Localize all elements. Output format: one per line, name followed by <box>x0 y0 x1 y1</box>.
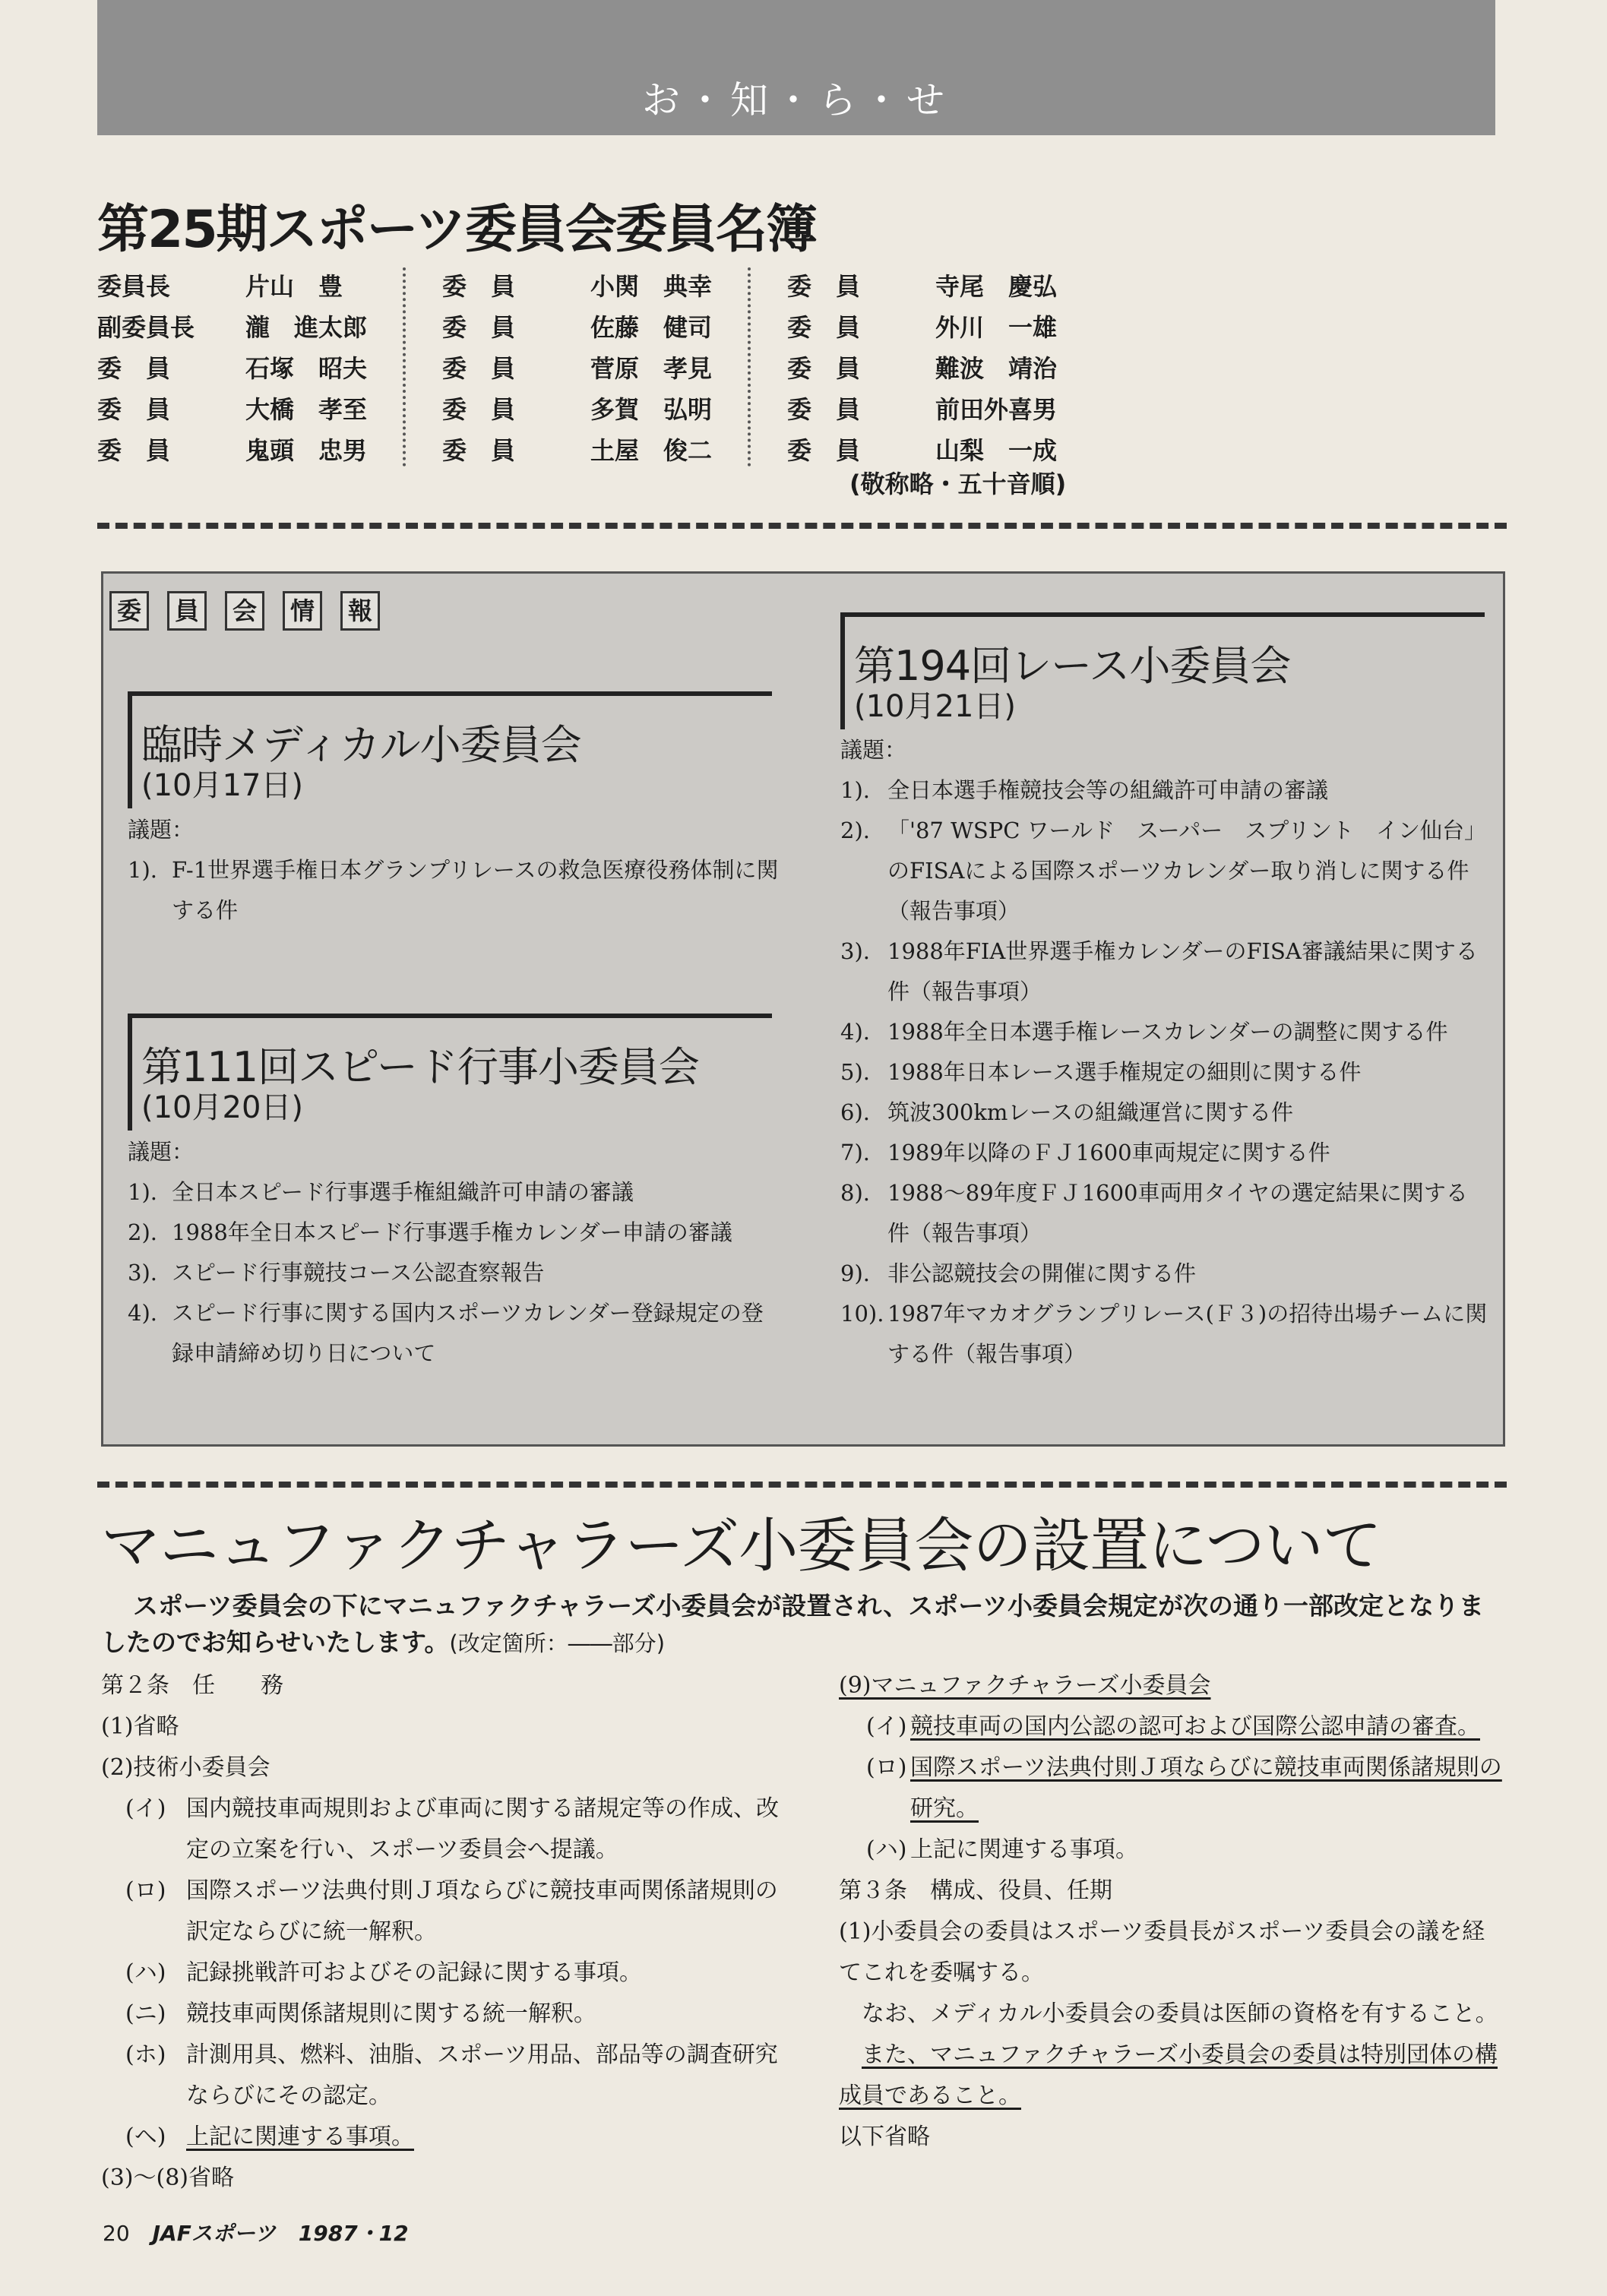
roster-name: 前田外喜男 <box>935 395 1058 424</box>
roster-name: 瀧 進太郎 <box>245 313 368 342</box>
speed-title: 第111回スピード行事小委員会 <box>141 1043 699 1091</box>
roster-name: 寺尾 慶弘 <box>935 272 1058 301</box>
agenda-item-text: 1988年日本レース選手権規定の細則に関する件 <box>887 1059 1362 1085</box>
clause-amended: また、マニュファクチャラーズ小委員会の委員は特別団体の構成員であること。 <box>839 2041 1498 2109</box>
sub-clause-marker: (ハ) <box>866 1836 907 1863</box>
info-label-char: 報 <box>340 591 380 631</box>
sub-clause-marker: (イ) <box>866 1713 907 1740</box>
agenda-item <box>840 1294 1488 1374</box>
medical-agenda <box>128 810 781 931</box>
column-divider <box>403 267 406 466</box>
info-label-char: 情 <box>283 591 322 631</box>
agenda-item-number: 6). <box>840 1099 870 1125</box>
agenda-item-number: 4). <box>128 1300 157 1326</box>
roster-column-1 <box>97 266 401 471</box>
agenda-item <box>128 1172 781 1213</box>
agenda-item-number: 2). <box>840 818 870 843</box>
agenda-item-number: 3). <box>840 938 870 964</box>
agenda-label: 議題： <box>128 1139 195 1165</box>
roster-name: 大橋 孝至 <box>245 395 368 424</box>
agenda-item <box>840 1254 1488 1294</box>
roster-row <box>787 348 1091 389</box>
roster-role: 委 員 <box>787 354 861 383</box>
clause: 以下省略 <box>839 2124 930 2150</box>
roster-row <box>787 389 1091 430</box>
sub-clause <box>101 1788 785 1871</box>
agenda-item-number: 9). <box>840 1260 870 1286</box>
agenda-item <box>840 811 1488 931</box>
roster-row <box>97 266 401 307</box>
header-banner <box>97 0 1495 135</box>
roster-row <box>97 389 401 430</box>
sub-clause-text: 国際スポーツ法典付則Ｊ項ならびに競技車両関係諸規則の研究。 <box>910 1754 1502 1822</box>
roster-role: 委 員 <box>442 395 516 424</box>
page-footer <box>103 2217 409 2247</box>
sub-clause-marker: (イ) <box>125 1795 166 1822</box>
agenda-item-text: 1989年以降のＦＪ1600車両規定に関する件 <box>887 1140 1330 1165</box>
intro-text: スポーツ委員会の下にマニュファクチャラーズ小委員会が設置され、スポーツ小委員会規定が次の通り一部改定となりましたのでお知らせいたします。 <box>101 1591 1485 1657</box>
agenda-item-text: F-1世界選手権日本グランプリレースの救急医療役務体制に関する件 <box>172 857 779 923</box>
roster-name: 外川 一雄 <box>935 313 1058 342</box>
roster-role: 副委員長 <box>97 313 195 342</box>
info-label-char: 委 <box>109 591 149 631</box>
info-label-char: 会 <box>225 591 264 631</box>
sub-clause-text: 上記に関連する事項。 <box>186 2124 414 2150</box>
sub-clause-text: 記録挑戦許可およびその記録に関する事項。 <box>186 1959 642 1986</box>
agenda-item-text: 1988年FIA世界選手権カレンダーのFISA審議結果に関する件（報告事項） <box>887 938 1478 1004</box>
section-divider <box>97 523 1507 529</box>
roster-row <box>787 307 1091 348</box>
regulation-right-column <box>839 1665 1507 2158</box>
sub-clause <box>101 2117 785 2158</box>
article-heading: 第２条 任 務 <box>101 1672 283 1699</box>
agenda-item-number: 5). <box>840 1059 870 1085</box>
race-date: (10月21日) <box>854 689 1017 724</box>
roster-role: 委 員 <box>442 272 516 301</box>
sub-clause-marker: (ロ) <box>125 1877 166 1904</box>
roster-column-2 <box>442 266 746 471</box>
roster-name: 多賀 弘明 <box>590 395 713 424</box>
regulation-left-column <box>101 1665 785 2199</box>
roster-name: 小関 典幸 <box>590 272 713 301</box>
agenda-item-number: 1). <box>128 857 157 883</box>
agenda-item <box>840 1093 1488 1133</box>
roster-row <box>442 430 746 471</box>
agenda-item <box>840 1133 1488 1173</box>
roster-name: 鬼頭 忠男 <box>245 436 368 465</box>
agenda-item <box>840 770 1488 811</box>
roster-note: (敬称略・五十音順) <box>849 470 1067 498</box>
banner-title: お・知・ら・せ <box>642 78 951 122</box>
roster-row <box>97 430 401 471</box>
manufacturers-title: マニュファクチャラーズ小委員会の設置について <box>101 1512 1381 1580</box>
clause: (1)省略 <box>101 1713 179 1740</box>
agenda-item-text: 全日本選手権競技会等の組織許可申請の審議 <box>887 777 1329 803</box>
roster-column-3 <box>787 266 1091 471</box>
magazine-name: JAFスポーツ <box>152 2221 276 2246</box>
agenda-label: 議題： <box>840 737 907 763</box>
sub-clause <box>839 1706 1507 1747</box>
roster-role: 委 員 <box>442 354 516 383</box>
roster-name: 難波 靖治 <box>935 354 1058 383</box>
speed-agenda <box>128 1132 781 1374</box>
clause: (1)小委員会の委員はスポーツ委員長がスポーツ委員会の議を経てこれを委嘱する。 <box>839 1918 1485 1986</box>
sub-clause-marker: (ロ) <box>866 1754 907 1781</box>
clause: なお、メディカル小委員会の委員は医師の資格を有すること。 <box>862 2000 1498 2027</box>
sub-clause <box>839 1830 1507 1871</box>
sub-clause-text: 競技車両関係諸規則に関する統一解釈。 <box>186 2000 596 2027</box>
roster-name: 片山 豊 <box>245 272 343 301</box>
page-number: 20 <box>103 2221 130 2246</box>
agenda-item-text: 1987年マカオグランプリレース(Ｆ３)の招待出場チームに関する件（報告事項） <box>887 1301 1488 1367</box>
agenda-label: 議題： <box>128 817 195 843</box>
info-label-char: 員 <box>167 591 207 631</box>
roster-role: 委 員 <box>97 436 171 465</box>
sub-clause <box>101 1953 785 1994</box>
roster-role: 委 員 <box>787 395 861 424</box>
sub-clause <box>101 2035 785 2117</box>
roster-role: 委員長 <box>97 272 171 301</box>
agenda-item-number: 7). <box>840 1140 870 1165</box>
roster-role: 委 員 <box>442 313 516 342</box>
roster-row <box>97 348 401 389</box>
sub-clause <box>101 1871 785 1953</box>
sub-clause-text: 国内競技車両規則および車両に関する諸規定等の作成、改定の立案を行い、スポーツ委員会へ提議。 <box>186 1795 779 1863</box>
sub-clause-text: 国際スポーツ法典付則Ｊ項ならびに競技車両関係諸規則の訳定ならびに統一解釈。 <box>186 1877 778 1945</box>
sub-clause-marker: (ニ) <box>125 2000 166 2027</box>
agenda-item <box>840 931 1488 1012</box>
agenda-item-number: 2). <box>128 1219 157 1245</box>
race-agenda <box>840 730 1488 1374</box>
column-divider <box>748 267 751 466</box>
roster-row <box>442 389 746 430</box>
agenda-item-text: 「'87 WSPC ワールド スーパー スプリント イン仙台」のFISAによる国際スポーツカレンダー取り消しに関する件（報告事項） <box>887 818 1487 924</box>
roster-role: 委 員 <box>442 436 516 465</box>
roster-title: 第25期スポーツ委員会委員名簿 <box>97 200 816 260</box>
agenda-item-number: 10). <box>840 1301 884 1327</box>
roster-name: 土屋 俊二 <box>590 436 713 465</box>
speed-date: (10月20日) <box>141 1090 304 1125</box>
race-title: 第194回レース小委員会 <box>854 642 1291 690</box>
agenda-item-text: スピード行事に関する国内スポーツカレンダー登録規定の登録申請締め切り日について <box>172 1300 764 1366</box>
agenda-item <box>840 1012 1488 1052</box>
sub-clause-text: 競技車両の国内公認の認可および国際公認申請の審査。 <box>910 1713 1480 1740</box>
agenda-item-text: 1988年全日本スピード行事選手権カレンダー申請の審議 <box>172 1219 732 1245</box>
roster-role: 委 員 <box>97 395 171 424</box>
clause-manufacturers: (9)マニュファクチャラーズ小委員会 <box>839 1672 1211 1699</box>
agenda-item-number: 1). <box>840 777 870 803</box>
intro-note: (改定箇所：――部分) <box>449 1630 666 1656</box>
sub-clause-text: 上記に関連する事項。 <box>910 1836 1138 1863</box>
roster-row <box>442 266 746 307</box>
agenda-item-number: 8). <box>840 1180 870 1206</box>
agenda-item-text: スピード行事競技コース公認査察報告 <box>172 1260 545 1286</box>
agenda-item <box>128 1253 781 1293</box>
roster-role: 委 員 <box>97 354 171 383</box>
article-heading: 第３条 構成、役員、任期 <box>839 1877 1112 1904</box>
roster-role: 委 員 <box>787 272 861 301</box>
medical-title: 臨時メディカル小委員会 <box>141 721 581 769</box>
sub-clause <box>101 1994 785 2035</box>
agenda-item <box>840 1052 1488 1093</box>
roster-row <box>442 348 746 389</box>
medical-date: (10月17日) <box>141 768 304 803</box>
manufacturers-intro <box>101 1588 1507 1662</box>
roster-name: 佐藤 健司 <box>590 313 713 342</box>
section-divider <box>97 1482 1507 1488</box>
sub-clause-marker: (ホ) <box>125 2041 166 2068</box>
roster-role: 委 員 <box>787 313 861 342</box>
agenda-item <box>128 1213 781 1253</box>
roster-row <box>97 307 401 348</box>
roster-row <box>787 266 1091 307</box>
agenda-item-number: 1). <box>128 1179 157 1205</box>
agenda-item-text: 非公認競技会の開催に関する件 <box>887 1260 1197 1286</box>
sub-clause-text: 計測用具、燃料、油脂、スポーツ用品、部品等の調査研究ならびにその認定。 <box>186 2041 778 2109</box>
agenda-item-text: 筑波300kmレースの組織運営に関する件 <box>887 1099 1293 1125</box>
roster-name: 石塚 昭夫 <box>245 354 368 383</box>
agenda-item <box>840 1173 1488 1254</box>
roster-role: 委 員 <box>787 436 861 465</box>
issue-date: 1987・12 <box>298 2221 409 2246</box>
agenda-item-number: 4). <box>840 1019 870 1045</box>
agenda-item-text: 全日本スピード行事選手権組織許可申請の審議 <box>172 1179 634 1205</box>
roster-name: 山梨 一成 <box>935 436 1058 465</box>
sub-clause-marker: (ヘ) <box>125 2124 166 2150</box>
clause: (2)技術小委員会 <box>101 1754 270 1781</box>
agenda-item-text: 1988年全日本選手権レースカレンダーの調整に関する件 <box>887 1019 1448 1045</box>
roster-name: 菅原 孝見 <box>590 354 713 383</box>
agenda-item <box>128 1293 781 1374</box>
sub-clause-marker: (ハ) <box>125 1959 166 1986</box>
agenda-item <box>128 850 781 931</box>
clause: (3)～(8)省略 <box>101 2165 234 2191</box>
agenda-item-number: 3). <box>128 1260 157 1286</box>
sub-clause <box>839 1747 1507 1830</box>
agenda-item-text: 1988～89年度ＦＪ1600車両用タイヤの選定結果に関する件（報告事項） <box>887 1180 1468 1246</box>
roster-row <box>442 307 746 348</box>
